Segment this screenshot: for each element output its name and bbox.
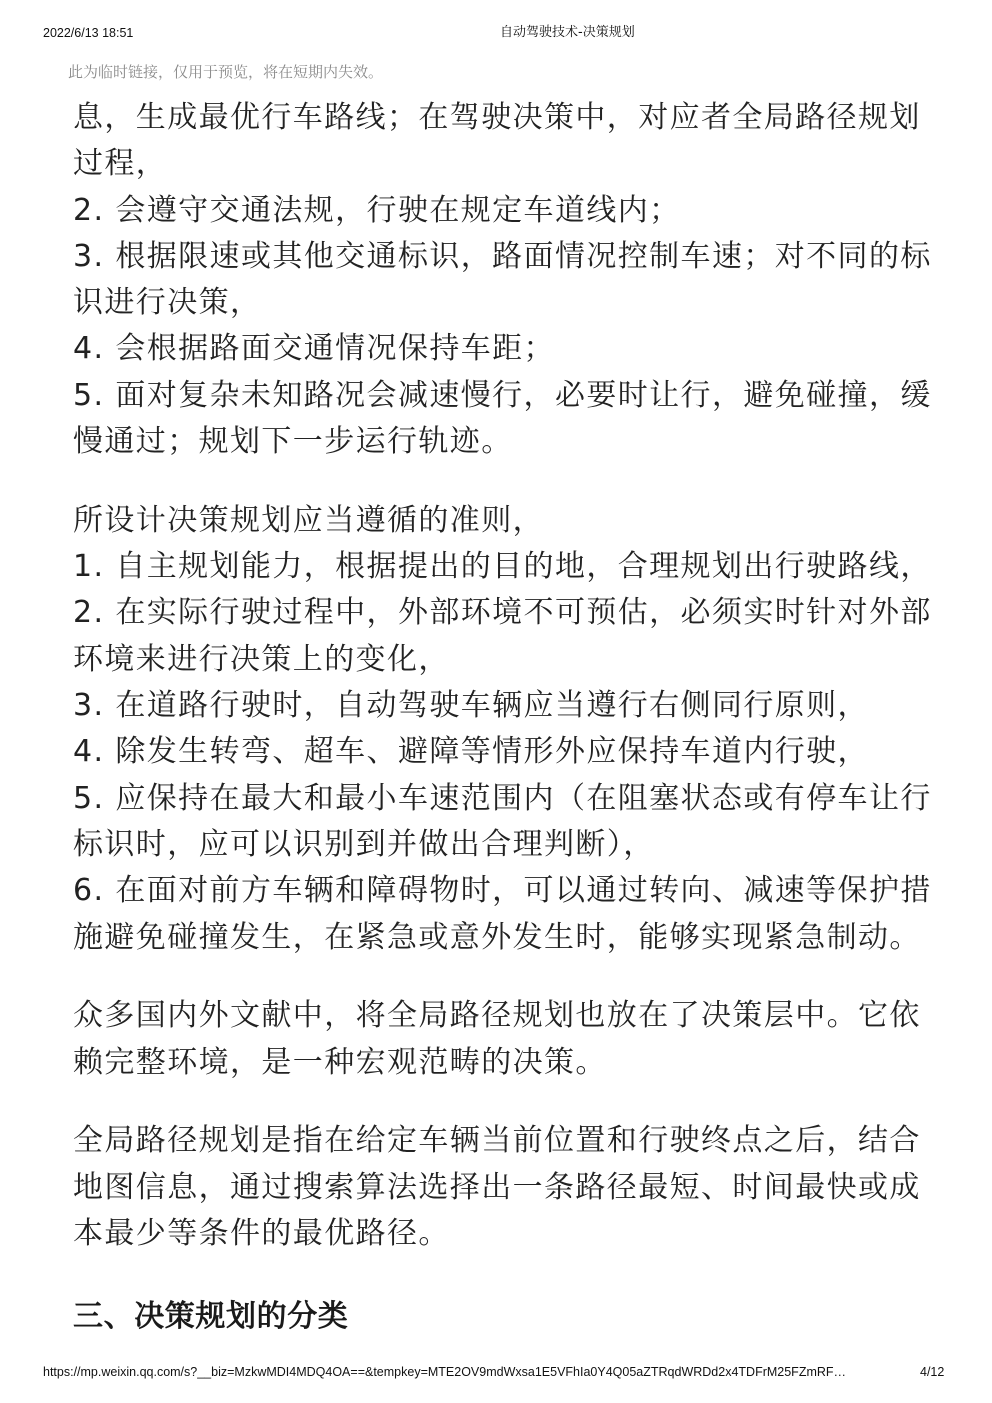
text-line: 过程， (73, 146, 168, 182)
text-line: 2. 在实际行驶过程中，外部环境不可预估，必须实时针对外部 (73, 595, 932, 631)
text-line: 识进行决策， (73, 285, 262, 321)
article-body (73, 95, 973, 1341)
text-line: 6. 在面对前方车辆和障碍物时，可以通过转向、减速等保护措 (73, 873, 932, 909)
decision-planning-principles (73, 498, 973, 961)
print-datetime: 2022/6/13 18:51 (43, 26, 134, 40)
driving-behavior-list (73, 95, 973, 465)
text-line: 施避免碰撞发生，在紧急或意外发生时，能够实现紧急制动。 (73, 919, 921, 955)
global-planning-definition-paragraph (73, 1118, 973, 1257)
text-line: 环境来进行决策上的变化， (73, 641, 450, 677)
page-url: https://mp.weixin.qq.com/s?__biz=MzkwMDI4MDQ4OA==&tempkey=MTE2OV9mdWxsa1E5VFhIa0Y4Q05aZTRqdWRDd2x4TDFrM25FZmRF… (43, 1365, 847, 1379)
section-heading: 三、决策规划的分类 (73, 1299, 349, 1335)
document-title: 自动驾驶技术-决策规划 (500, 25, 635, 40)
text-line: 赖完整环境，是一种宏观范畴的决策。 (73, 1044, 607, 1080)
text-line: 地图信息，通过搜索算法选择出一条路径最短、时间最快或成 (73, 1169, 921, 1205)
text-line: 5. 应保持在最大和最小车速范围内（在阻塞状态或有停车让行 (73, 780, 932, 816)
global-planning-intro-paragraph (73, 993, 973, 1086)
text-line: 息，生成最优行车路线；在驾驶决策中，对应者全局路径规划 (73, 100, 921, 135)
text-line: 4. 会根据路面交通情况保持车距； (73, 331, 555, 367)
page-number: 4/12 (920, 1365, 945, 1379)
text-line: 1. 自主规划能力，根据提出的目的地，合理规划出行驶路线， (73, 549, 932, 585)
text-line: 本最少等条件的最优路径。 (73, 1216, 450, 1252)
text-line: 3. 根据限速或其他交通标识，路面情况控制车速；对不同的标 (73, 238, 932, 274)
preview-notice: 此为临时链接，仅用于预览，将在短期内失效。 (68, 63, 384, 81)
text-line: 所设计决策规划应当遵循的准则， (73, 502, 544, 538)
text-line: 2. 会遵守交通法规，行驶在规定车道线内； (73, 192, 681, 228)
text-line: 5. 面对复杂未知路况会减速慢行，必要时让行，避免碰撞，缓 (73, 377, 932, 413)
text-line: 标识时，应可以识别到并做出合理判断）， (73, 826, 655, 862)
text-line: 3. 在道路行驶时，自动驾驶车辆应当遵行右侧同行原则， (73, 688, 869, 724)
text-line: 全局路径规划是指在给定车辆当前位置和行驶终点之后，结合 (73, 1123, 921, 1159)
text-line: 4. 除发生转弯、超车、避障等情形外应保持车道内行驶， (73, 734, 869, 770)
text-line: 慢通过；规划下一步运行轨迹。 (73, 424, 513, 460)
text-line: 众多国内外文献中，将全局路径规划也放在了决策层中。它依 (73, 998, 921, 1034)
